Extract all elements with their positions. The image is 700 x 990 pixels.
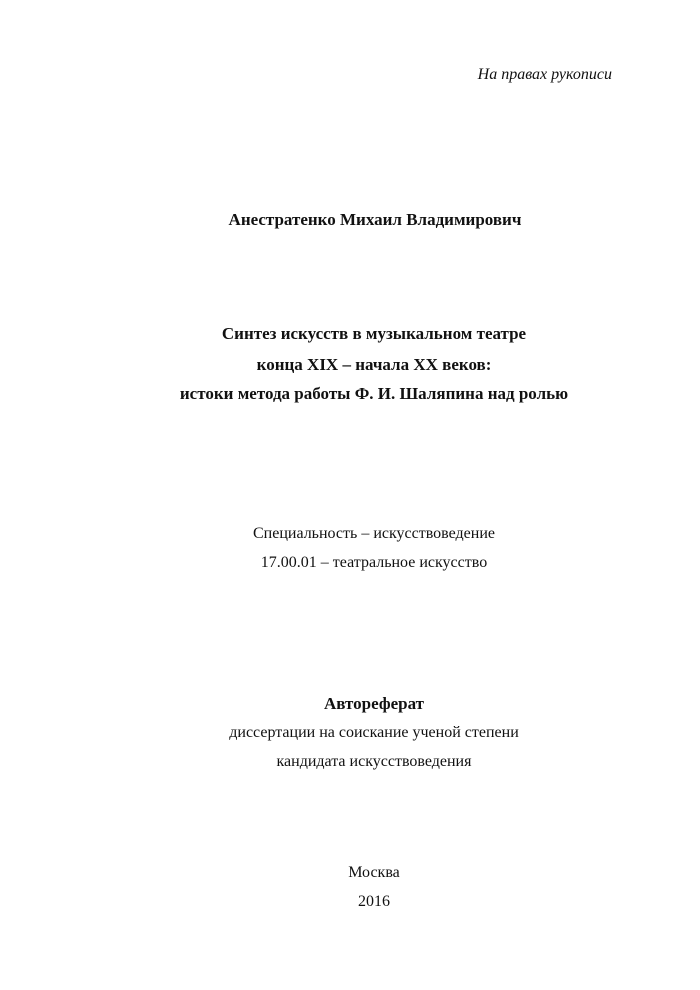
dissertation-title-line-3: истоки метода работы Ф. И. Шаляпина над ролью [179, 384, 569, 403]
manuscript-notice: На правах рукописи [477, 66, 612, 83]
abstract-line-2: кандидата искусствоведения [276, 753, 472, 770]
year: 2016 [358, 893, 390, 910]
dissertation-title-line-1: Синтез искусств в музыкальном театре [221, 324, 527, 343]
author-name: Анестратенко Михаил Владимирович [228, 210, 522, 229]
specialty-line-2: 17.00.01 – театральное искусство [260, 554, 488, 571]
abstract-line-1: диссертации на соискание ученой степени [229, 724, 519, 741]
abstract-heading: Автореферат [323, 694, 425, 713]
dissertation-title-line-2: конца XIX – начала XX веков: [256, 355, 492, 374]
specialty-line-1: Специальность – искусствоведение [252, 525, 495, 542]
city: Москва [348, 864, 400, 881]
